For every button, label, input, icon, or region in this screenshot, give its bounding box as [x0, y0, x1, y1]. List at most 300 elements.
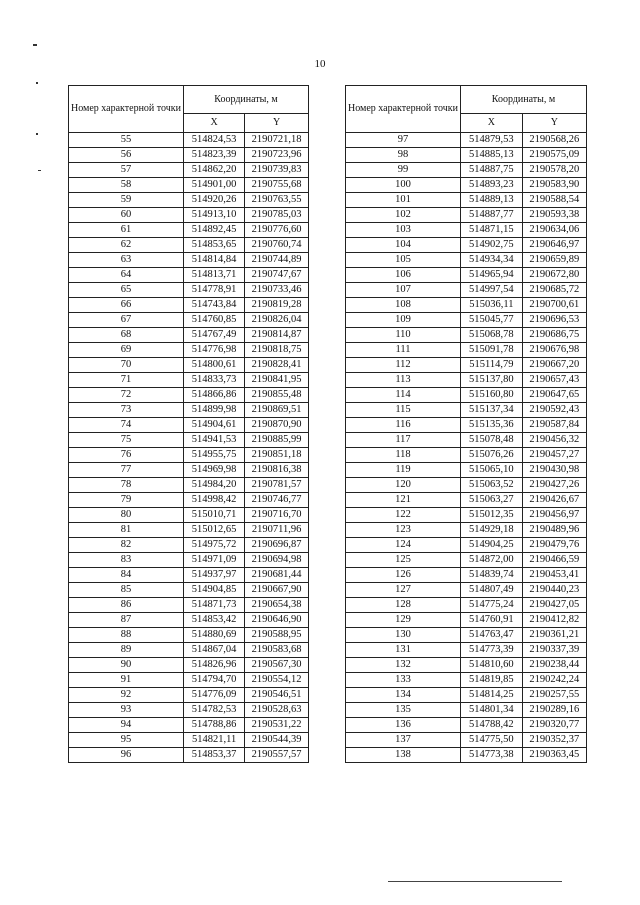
- y-coordinate-cell: 2190567,30: [245, 658, 309, 673]
- y-coordinate-cell: 2190578,20: [522, 163, 586, 178]
- table-row: [346, 163, 587, 178]
- point-number-cell: 119: [346, 463, 461, 478]
- point-number-cell: 90: [69, 658, 184, 673]
- y-coordinate-cell: 2190685,72: [522, 283, 586, 298]
- x-coordinate-cell: 515012,35: [461, 508, 523, 523]
- table-row: [346, 628, 587, 643]
- y-coordinate-cell: 2190869,51: [245, 403, 309, 418]
- table-row: [69, 673, 309, 688]
- y-coordinate-cell: 2190457,27: [522, 448, 586, 463]
- coordinates-table-right: [345, 85, 587, 763]
- point-number-cell: 131: [346, 643, 461, 658]
- x-coordinate-cell: 514965,94: [461, 268, 523, 283]
- point-number-cell: 56: [69, 148, 184, 163]
- point-number-cell: 96: [69, 748, 184, 763]
- point-number-cell: 112: [346, 358, 461, 373]
- table-row: [69, 538, 309, 553]
- x-coordinate-cell: 514889,13: [461, 193, 523, 208]
- point-number-cell: 59: [69, 193, 184, 208]
- y-coordinate-cell: 2190851,18: [245, 448, 309, 463]
- y-coordinate-cell: 2190654,38: [245, 598, 309, 613]
- point-number-cell: 105: [346, 253, 461, 268]
- table-row: [346, 673, 587, 688]
- margin-mark: [36, 82, 38, 84]
- y-coordinate-cell: 2190818,75: [245, 343, 309, 358]
- x-coordinate-cell: 514934,34: [461, 253, 523, 268]
- x-coordinate-cell: 515063,27: [461, 493, 523, 508]
- x-coordinate-cell: 514904,25: [461, 538, 523, 553]
- y-coordinate-cell: 2190746,77: [245, 493, 309, 508]
- point-number-cell: 134: [346, 688, 461, 703]
- point-number-cell: 63: [69, 253, 184, 268]
- y-coordinate-cell: 2190575,09: [522, 148, 586, 163]
- x-coordinate-cell: 514893,23: [461, 178, 523, 193]
- point-number-cell: 122: [346, 508, 461, 523]
- y-coordinate-cell: 2190289,16: [522, 703, 586, 718]
- table-row: [69, 433, 309, 448]
- x-coordinate-cell: 514904,61: [184, 418, 245, 433]
- x-coordinate-cell: 514899,98: [184, 403, 245, 418]
- point-number-cell: 66: [69, 298, 184, 313]
- table-row: [69, 718, 309, 733]
- y-coordinate-cell: 2190456,97: [522, 508, 586, 523]
- table-row: [69, 553, 309, 568]
- table-row: [346, 268, 587, 283]
- y-coordinate-cell: 2190528,63: [245, 703, 309, 718]
- y-coordinate-cell: 2190744,89: [245, 253, 309, 268]
- y-coordinate-cell: 2190592,43: [522, 403, 586, 418]
- point-number-cell: 91: [69, 673, 184, 688]
- y-coordinate-cell: 2190427,05: [522, 598, 586, 613]
- table-row: [69, 328, 309, 343]
- y-coordinate-cell: 2190696,53: [522, 313, 586, 328]
- point-number-cell: 78: [69, 478, 184, 493]
- x-coordinate-cell: 514794,70: [184, 673, 245, 688]
- y-coordinate-cell: 2190711,96: [245, 523, 309, 538]
- x-coordinate-cell: 514826,96: [184, 658, 245, 673]
- table-row: [346, 658, 587, 673]
- point-number-cell: 98: [346, 148, 461, 163]
- table-row: [346, 313, 587, 328]
- table-row: [69, 703, 309, 718]
- y-coordinate-cell: 2190588,95: [245, 628, 309, 643]
- table-row: [346, 688, 587, 703]
- point-number-cell: 75: [69, 433, 184, 448]
- x-coordinate-cell: 514975,72: [184, 538, 245, 553]
- y-coordinate-cell: 2190583,90: [522, 178, 586, 193]
- y-coordinate-cell: 2190885,99: [245, 433, 309, 448]
- table-row: [69, 298, 309, 313]
- table-row: [69, 628, 309, 643]
- point-number-header: Номер характерной точки: [69, 86, 184, 133]
- table-row: [69, 313, 309, 328]
- y-coordinate-cell: 2190676,98: [522, 343, 586, 358]
- footer-rule: [388, 881, 562, 882]
- table-row: [346, 193, 587, 208]
- table-row: [69, 613, 309, 628]
- point-number-cell: 132: [346, 658, 461, 673]
- x-coordinate-cell: 515010,71: [184, 508, 245, 523]
- y-coordinate-cell: 2190776,60: [245, 223, 309, 238]
- x-coordinate-cell: 514871,15: [461, 223, 523, 238]
- point-number-cell: 106: [346, 268, 461, 283]
- y-coordinate-cell: 2190828,41: [245, 358, 309, 373]
- table-row: [69, 493, 309, 508]
- point-number-cell: 74: [69, 418, 184, 433]
- table-row: [69, 193, 309, 208]
- table-row: [69, 598, 309, 613]
- x-coordinate-cell: 514872,00: [461, 553, 523, 568]
- x-header: X: [184, 114, 245, 133]
- page-number: 10: [314, 58, 326, 70]
- table-row: [346, 238, 587, 253]
- y-coordinate-cell: 2190531,22: [245, 718, 309, 733]
- x-header: X: [461, 114, 523, 133]
- x-coordinate-cell: 514885,13: [461, 148, 523, 163]
- point-number-cell: 80: [69, 508, 184, 523]
- point-number-cell: 135: [346, 703, 461, 718]
- table-row: [69, 238, 309, 253]
- y-coordinate-cell: 2190554,12: [245, 673, 309, 688]
- point-number-cell: 67: [69, 313, 184, 328]
- table-row: [346, 703, 587, 718]
- point-number-cell: 82: [69, 538, 184, 553]
- table-body-right: [346, 133, 587, 763]
- point-number-cell: 102: [346, 208, 461, 223]
- table-row: [346, 598, 587, 613]
- x-coordinate-cell: 514782,53: [184, 703, 245, 718]
- point-number-cell: 70: [69, 358, 184, 373]
- y-coordinate-cell: 2190672,80: [522, 268, 586, 283]
- margin-mark: [33, 44, 37, 46]
- table-row: [346, 178, 587, 193]
- point-number-cell: 100: [346, 178, 461, 193]
- table-row: [346, 613, 587, 628]
- table-row: [346, 223, 587, 238]
- table-row: [69, 643, 309, 658]
- coordinates-table-left: [68, 85, 309, 763]
- y-coordinate-cell: 2190739,83: [245, 163, 309, 178]
- x-coordinate-cell: 514984,20: [184, 478, 245, 493]
- point-number-cell: 88: [69, 628, 184, 643]
- x-coordinate-cell: 514801,34: [461, 703, 523, 718]
- y-coordinate-cell: 2190826,04: [245, 313, 309, 328]
- x-coordinate-cell: 514880,69: [184, 628, 245, 643]
- table-row: [69, 253, 309, 268]
- y-coordinate-cell: 2190587,84: [522, 418, 586, 433]
- point-number-cell: 114: [346, 388, 461, 403]
- x-coordinate-cell: 515068,78: [461, 328, 523, 343]
- x-coordinate-cell: 515091,78: [461, 343, 523, 358]
- y-coordinate-cell: 2190430,98: [522, 463, 586, 478]
- y-coordinate-cell: 2190426,67: [522, 493, 586, 508]
- y-coordinate-cell: 2190667,20: [522, 358, 586, 373]
- y-coordinate-cell: 2190568,26: [522, 133, 586, 148]
- point-number-cell: 120: [346, 478, 461, 493]
- x-coordinate-cell: 514775,24: [461, 598, 523, 613]
- coordinates-header: Координаты, м: [184, 86, 309, 114]
- margin-mark: [36, 133, 38, 135]
- table-row: [346, 538, 587, 553]
- point-number-cell: 107: [346, 283, 461, 298]
- point-number-cell: 117: [346, 433, 461, 448]
- table-row: [346, 148, 587, 163]
- x-coordinate-cell: 515065,10: [461, 463, 523, 478]
- point-number-cell: 99: [346, 163, 461, 178]
- y-coordinate-cell: 2190716,70: [245, 508, 309, 523]
- x-coordinate-cell: 514998,42: [184, 493, 245, 508]
- x-coordinate-cell: 515114,79: [461, 358, 523, 373]
- x-coordinate-cell: 514853,65: [184, 238, 245, 253]
- point-number-cell: 123: [346, 523, 461, 538]
- point-number-cell: 104: [346, 238, 461, 253]
- y-coordinate-cell: 2190781,57: [245, 478, 309, 493]
- x-coordinate-cell: 514800,61: [184, 358, 245, 373]
- table-row: [69, 418, 309, 433]
- table-row: [346, 748, 587, 763]
- table-row: [346, 418, 587, 433]
- y-coordinate-cell: 2190427,26: [522, 478, 586, 493]
- y-coordinate-cell: 2190681,44: [245, 568, 309, 583]
- y-coordinate-cell: 2190841,95: [245, 373, 309, 388]
- point-number-cell: 61: [69, 223, 184, 238]
- y-coordinate-cell: 2190544,39: [245, 733, 309, 748]
- table-row: [69, 148, 309, 163]
- x-coordinate-cell: 514871,73: [184, 598, 245, 613]
- table-row: [346, 433, 587, 448]
- point-number-cell: 58: [69, 178, 184, 193]
- x-coordinate-cell: 514955,75: [184, 448, 245, 463]
- point-number-cell: 65: [69, 283, 184, 298]
- x-coordinate-cell: 514901,00: [184, 178, 245, 193]
- table-row: [346, 358, 587, 373]
- point-number-cell: 97: [346, 133, 461, 148]
- point-number-cell: 77: [69, 463, 184, 478]
- margin-mark: [38, 170, 41, 171]
- x-coordinate-cell: 515036,11: [461, 298, 523, 313]
- table-row: [346, 463, 587, 478]
- x-coordinate-cell: 515063,52: [461, 478, 523, 493]
- point-number-cell: 115: [346, 403, 461, 418]
- y-coordinate-cell: 2190870,90: [245, 418, 309, 433]
- y-coordinate-cell: 2190634,06: [522, 223, 586, 238]
- point-number-cell: 128: [346, 598, 461, 613]
- y-coordinate-cell: 2190760,74: [245, 238, 309, 253]
- table-row: [346, 283, 587, 298]
- x-coordinate-cell: 515137,80: [461, 373, 523, 388]
- y-coordinate-cell: 2190814,87: [245, 328, 309, 343]
- y-coordinate-cell: 2190696,87: [245, 538, 309, 553]
- point-number-cell: 95: [69, 733, 184, 748]
- x-coordinate-cell: 514892,45: [184, 223, 245, 238]
- point-number-header: Номер характерной точки: [346, 86, 461, 133]
- point-number-cell: 73: [69, 403, 184, 418]
- x-coordinate-cell: 514760,91: [461, 613, 523, 628]
- y-coordinate-cell: 2190700,61: [522, 298, 586, 313]
- table-row: [69, 208, 309, 223]
- y-header: Y: [522, 114, 586, 133]
- table-row: [69, 448, 309, 463]
- point-number-cell: 109: [346, 313, 461, 328]
- x-coordinate-cell: 515137,34: [461, 403, 523, 418]
- table-row: [69, 403, 309, 418]
- x-coordinate-cell: 514814,84: [184, 253, 245, 268]
- y-coordinate-cell: 2190819,28: [245, 298, 309, 313]
- y-coordinate-cell: 2190489,96: [522, 523, 586, 538]
- table-row: [69, 178, 309, 193]
- table-row: [69, 583, 309, 598]
- x-coordinate-cell: 514839,74: [461, 568, 523, 583]
- point-number-cell: 60: [69, 208, 184, 223]
- y-coordinate-cell: 2190646,97: [522, 238, 586, 253]
- x-coordinate-cell: 514819,85: [461, 673, 523, 688]
- x-coordinate-cell: 514778,91: [184, 283, 245, 298]
- x-coordinate-cell: 514920,26: [184, 193, 245, 208]
- table-row: [346, 568, 587, 583]
- point-number-cell: 136: [346, 718, 461, 733]
- table-row: [69, 568, 309, 583]
- point-number-cell: 108: [346, 298, 461, 313]
- table-row: [69, 733, 309, 748]
- table-row: [346, 718, 587, 733]
- x-coordinate-cell: 514767,49: [184, 328, 245, 343]
- y-coordinate-cell: 2190785,03: [245, 208, 309, 223]
- x-coordinate-cell: 514833,73: [184, 373, 245, 388]
- point-number-cell: 92: [69, 688, 184, 703]
- table-row: [346, 478, 587, 493]
- point-number-cell: 62: [69, 238, 184, 253]
- table-row: [69, 508, 309, 523]
- y-coordinate-cell: 2190238,44: [522, 658, 586, 673]
- point-number-cell: 87: [69, 613, 184, 628]
- x-coordinate-cell: 514810,60: [461, 658, 523, 673]
- x-coordinate-cell: 514853,37: [184, 748, 245, 763]
- y-coordinate-cell: 2190583,68: [245, 643, 309, 658]
- y-coordinate-cell: 2190667,90: [245, 583, 309, 598]
- table-row: [69, 268, 309, 283]
- y-coordinate-cell: 2190723,96: [245, 148, 309, 163]
- x-coordinate-cell: 514887,77: [461, 208, 523, 223]
- point-number-cell: 55: [69, 133, 184, 148]
- table-row: [69, 133, 309, 148]
- point-number-cell: 127: [346, 583, 461, 598]
- y-coordinate-cell: 2190456,32: [522, 433, 586, 448]
- x-coordinate-cell: 514788,86: [184, 718, 245, 733]
- x-coordinate-cell: 514971,09: [184, 553, 245, 568]
- point-number-cell: 130: [346, 628, 461, 643]
- x-coordinate-cell: 514788,42: [461, 718, 523, 733]
- table-row: [69, 748, 309, 763]
- point-number-cell: 68: [69, 328, 184, 343]
- x-coordinate-cell: 514902,75: [461, 238, 523, 253]
- x-coordinate-cell: 514776,09: [184, 688, 245, 703]
- point-number-cell: 101: [346, 193, 461, 208]
- table-row: [346, 403, 587, 418]
- point-number-cell: 137: [346, 733, 461, 748]
- table-row: [69, 478, 309, 493]
- y-coordinate-cell: 2190647,65: [522, 388, 586, 403]
- y-coordinate-cell: 2190242,24: [522, 673, 586, 688]
- point-number-cell: 72: [69, 388, 184, 403]
- table-row: [346, 643, 587, 658]
- point-number-cell: 71: [69, 373, 184, 388]
- point-number-cell: 81: [69, 523, 184, 538]
- y-coordinate-cell: 2190320,77: [522, 718, 586, 733]
- table-row: [346, 328, 587, 343]
- x-coordinate-cell: 514904,85: [184, 583, 245, 598]
- x-coordinate-cell: 514879,53: [461, 133, 523, 148]
- x-coordinate-cell: 515012,65: [184, 523, 245, 538]
- table-row: [69, 523, 309, 538]
- x-coordinate-cell: 514814,25: [461, 688, 523, 703]
- table-row: [346, 523, 587, 538]
- table-row: [346, 133, 587, 148]
- x-coordinate-cell: 515076,26: [461, 448, 523, 463]
- y-coordinate-cell: 2190721,18: [245, 133, 309, 148]
- point-number-cell: 85: [69, 583, 184, 598]
- table-row: [69, 463, 309, 478]
- table-row: [69, 223, 309, 238]
- y-header: Y: [245, 114, 309, 133]
- table-row: [69, 658, 309, 673]
- y-coordinate-cell: 2190337,39: [522, 643, 586, 658]
- point-number-cell: 121: [346, 493, 461, 508]
- table-row: [69, 163, 309, 178]
- y-coordinate-cell: 2190440,23: [522, 583, 586, 598]
- x-coordinate-cell: 515135,36: [461, 418, 523, 433]
- x-coordinate-cell: 514853,42: [184, 613, 245, 628]
- point-number-cell: 116: [346, 418, 461, 433]
- y-coordinate-cell: 2190412,82: [522, 613, 586, 628]
- table-row: [69, 373, 309, 388]
- point-number-cell: 83: [69, 553, 184, 568]
- x-coordinate-cell: 514743,84: [184, 298, 245, 313]
- table-row: [346, 253, 587, 268]
- table-row: [69, 688, 309, 703]
- point-number-cell: 113: [346, 373, 461, 388]
- table-row: [346, 553, 587, 568]
- point-number-cell: 69: [69, 343, 184, 358]
- point-number-cell: 133: [346, 673, 461, 688]
- table-row: [346, 298, 587, 313]
- table-row: [346, 208, 587, 223]
- x-coordinate-cell: 514867,04: [184, 643, 245, 658]
- point-number-cell: 138: [346, 748, 461, 763]
- y-coordinate-cell: 2190694,98: [245, 553, 309, 568]
- point-number-cell: 89: [69, 643, 184, 658]
- x-coordinate-cell: 514913,10: [184, 208, 245, 223]
- point-number-cell: 118: [346, 448, 461, 463]
- x-coordinate-cell: 514887,75: [461, 163, 523, 178]
- table-row: [346, 733, 587, 748]
- x-coordinate-cell: 514941,53: [184, 433, 245, 448]
- x-coordinate-cell: 514997,54: [461, 283, 523, 298]
- table-row: [69, 283, 309, 298]
- y-coordinate-cell: 2190257,55: [522, 688, 586, 703]
- y-coordinate-cell: 2190352,37: [522, 733, 586, 748]
- y-coordinate-cell: 2190588,54: [522, 193, 586, 208]
- table-row: [69, 343, 309, 358]
- table-row: [69, 358, 309, 373]
- y-coordinate-cell: 2190363,45: [522, 748, 586, 763]
- table-row: [346, 343, 587, 358]
- point-number-cell: 79: [69, 493, 184, 508]
- x-coordinate-cell: 515078,48: [461, 433, 523, 448]
- point-number-cell: 110: [346, 328, 461, 343]
- x-coordinate-cell: 514929,18: [461, 523, 523, 538]
- x-coordinate-cell: 514807,49: [461, 583, 523, 598]
- point-number-cell: 93: [69, 703, 184, 718]
